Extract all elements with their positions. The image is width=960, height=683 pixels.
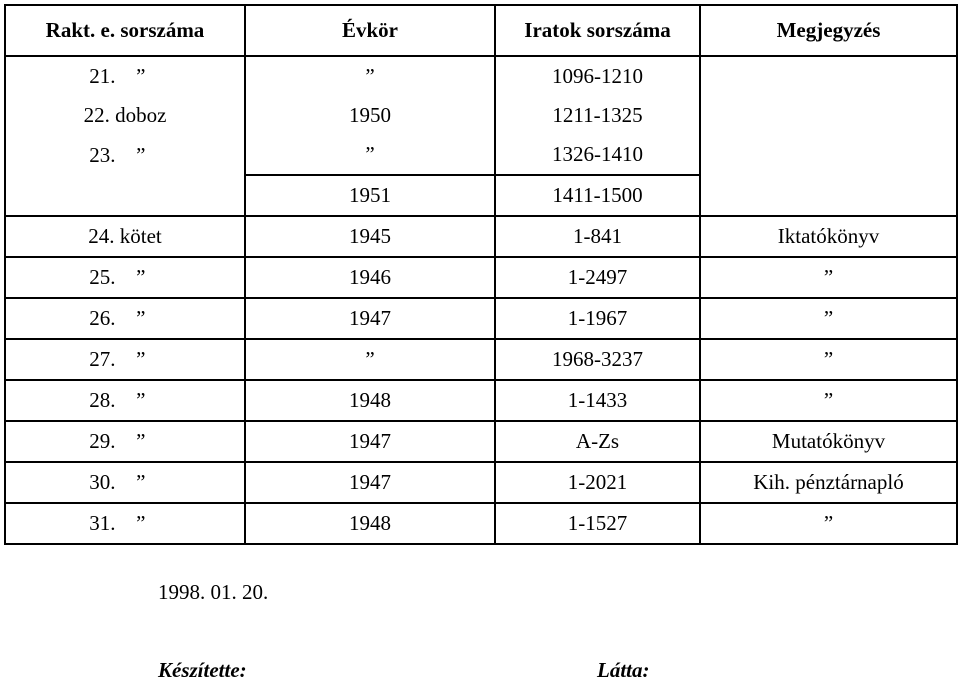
row-number: 27. bbox=[89, 347, 116, 371]
row-number: 22. bbox=[83, 103, 110, 127]
cell-remarks: ” bbox=[700, 257, 957, 298]
table-row bbox=[5, 96, 957, 135]
table-row bbox=[5, 503, 957, 544]
unit-type: ” bbox=[136, 347, 146, 371]
cell-storage-number bbox=[5, 257, 245, 298]
table-row bbox=[5, 135, 957, 175]
cell-document-numbers: 1-2021 bbox=[495, 462, 700, 503]
unit-type: ” bbox=[136, 64, 146, 88]
cell-document-numbers: 1211-1325 bbox=[495, 96, 700, 135]
row-number: 31. bbox=[89, 511, 116, 535]
cell-remarks: Mutatókönyv bbox=[700, 421, 957, 462]
cell-storage-number bbox=[5, 462, 245, 503]
prepared-by-label: Készítette: bbox=[158, 658, 247, 682]
unit-type: ” bbox=[136, 429, 146, 453]
table-row bbox=[5, 421, 957, 462]
cell-storage-number bbox=[5, 503, 245, 544]
cell-year: 1951 bbox=[245, 175, 495, 216]
row-number: 23. bbox=[89, 142, 116, 167]
table-row bbox=[5, 257, 957, 298]
table-row bbox=[5, 462, 957, 503]
cell-remarks: ” bbox=[700, 339, 957, 380]
row-number: 29. bbox=[89, 429, 116, 453]
table-row bbox=[5, 175, 957, 216]
unit-type: ” bbox=[136, 306, 146, 330]
row-number: 28. bbox=[89, 388, 116, 412]
cell-storage-number bbox=[5, 216, 245, 257]
row-number: 25. bbox=[89, 265, 116, 289]
cell-remarks bbox=[700, 96, 957, 135]
table-row bbox=[5, 339, 957, 380]
cell-remarks: Iktatókönyv bbox=[700, 216, 957, 257]
unit-type: ” bbox=[136, 265, 146, 289]
unit-type: ” bbox=[136, 511, 146, 535]
cell-year: 1947 bbox=[245, 421, 495, 462]
cell-document-numbers: 1411-1500 bbox=[495, 175, 700, 216]
cell-year: ” bbox=[245, 135, 495, 175]
cell-remarks: Kih. pénztárnapló bbox=[700, 462, 957, 503]
cell-document-numbers: 1-1527 bbox=[495, 503, 700, 544]
cell-remarks: ” bbox=[700, 503, 957, 544]
table-row bbox=[5, 56, 957, 96]
header-document-numbers: Iratok sorszáma bbox=[495, 5, 700, 56]
cell-storage-number bbox=[5, 421, 245, 462]
cell-year: 1948 bbox=[245, 380, 495, 421]
cell-document-numbers: 1968-3237 bbox=[495, 339, 700, 380]
cell-storage-number bbox=[5, 56, 245, 96]
archive-register-table bbox=[4, 4, 958, 545]
cell-remarks: ” bbox=[700, 298, 957, 339]
cell-document-numbers: 1326-1410 bbox=[495, 135, 700, 175]
cell-storage-number bbox=[5, 175, 245, 216]
cell-year: ” bbox=[245, 339, 495, 380]
cell-document-numbers: 1-841 bbox=[495, 216, 700, 257]
cell-document-numbers: A-Zs bbox=[495, 421, 700, 462]
unit-type: ” bbox=[136, 142, 146, 167]
cell-remarks bbox=[700, 56, 957, 96]
header-remarks: Megjegyzés bbox=[700, 5, 957, 56]
row-number: 24. bbox=[88, 224, 115, 248]
cell-year: 1948 bbox=[245, 503, 495, 544]
header-year-range: Évkör bbox=[245, 5, 495, 56]
cell-remarks: ” bbox=[700, 380, 957, 421]
cell-year: 1950 bbox=[245, 96, 495, 135]
cell-storage-number bbox=[5, 339, 245, 380]
cell-document-numbers: 1-2497 bbox=[495, 257, 700, 298]
cell-year: 1945 bbox=[245, 216, 495, 257]
cell-storage-number bbox=[5, 135, 245, 175]
header-storage-number: Rakt. e. sorszáma bbox=[5, 5, 245, 56]
cell-storage-number bbox=[5, 96, 245, 135]
cell-year: 1947 bbox=[245, 298, 495, 339]
cell-year: 1947 bbox=[245, 462, 495, 503]
cell-remarks bbox=[700, 135, 957, 175]
unit-type: ” bbox=[136, 388, 146, 412]
row-number: 26. bbox=[89, 306, 116, 330]
cell-storage-number bbox=[5, 298, 245, 339]
approved-by-label: Látta: bbox=[597, 658, 650, 682]
unit-type: kötet bbox=[119, 224, 162, 248]
cell-document-numbers: 1-1967 bbox=[495, 298, 700, 339]
cell-document-numbers: 1096-1210 bbox=[495, 56, 700, 96]
cell-storage-number bbox=[5, 380, 245, 421]
document-date: 1998. 01. 20. bbox=[158, 580, 269, 604]
unit-type: ” bbox=[136, 470, 146, 494]
cell-document-numbers: 1-1433 bbox=[495, 380, 700, 421]
table-row bbox=[5, 298, 957, 339]
row-number: 30. bbox=[89, 470, 116, 494]
table-row bbox=[5, 380, 957, 421]
table-row bbox=[5, 216, 957, 257]
unit-type: doboz bbox=[115, 103, 167, 127]
cell-year: ” bbox=[245, 56, 495, 96]
cell-year: 1946 bbox=[245, 257, 495, 298]
row-number: 21. bbox=[89, 64, 116, 88]
header-row bbox=[5, 5, 957, 56]
cell-remarks bbox=[700, 175, 957, 216]
